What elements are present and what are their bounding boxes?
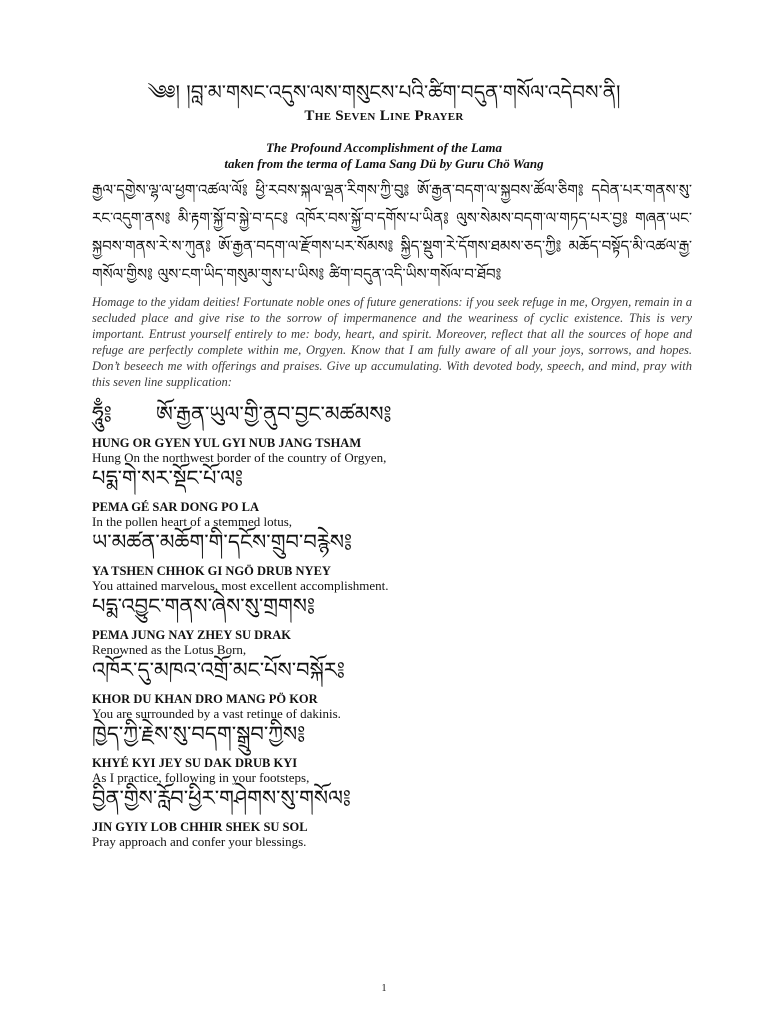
verse-translation: You attained marvelous, most excellent accomplishment. (92, 578, 389, 593)
verse-transliteration: YA TSHEN CHHOK GI NGÖ DRUB NYEY (92, 564, 331, 578)
verse-transliteration: PEMA JUNG NAY ZHEY SU DRAK (92, 628, 291, 642)
verse-translation: In the pollen heart of a stemmed lotus, (92, 514, 293, 529)
verse (92, 526, 712, 593)
verse-transliteration: KHOR DU KHAN DRO MANG PÖ KOR (92, 692, 318, 706)
verse-translation: Renowned as the Lotus Born, (92, 642, 247, 657)
document-title: The Seven Line Prayer (304, 108, 464, 124)
prayer-verses (92, 398, 712, 849)
subtitle-line: The Profound Accomplishment of the Lama (265, 140, 503, 155)
verse (92, 782, 712, 849)
verse-tibetan: ཁྱེད་ཀྱི་རྗེས་སུ་བདག་སྒྲུབ་ཀྱིས༔ (92, 722, 306, 746)
verse (92, 590, 712, 657)
verse-transliteration: KHYÉ KYI JEY SU DAK DRUB KYI (92, 756, 298, 770)
verse-translation: You are surrounded by a vast retinue of dakinis. (92, 706, 341, 721)
verse-tibetan (92, 398, 712, 436)
verse-tibetan-text: ཨོ་རྒྱན་ཡུལ་གྱི་ནུབ་བྱང་མཚམས༔ (156, 402, 392, 426)
document-subtitle (0, 140, 768, 172)
tibetan-introduction: རྒྱལ་དགྱེས་ལྷ་ལ་ཕྱག་འཚལ་ལོ༔ ཕྱི་རབས་སྐལ་ལྡན་རིགས་ཀྱི་བུ༔ ཨོ་རྒྱན་བདག་ལ་སྐྱབས་ཚོལ་ཅིག༔ དབེན་པར་གནས་སུ་རང་འདུག་ནས༔ མི་རྟག་སྐྱོ་བ་སྐྱེ་བ་དང༔ འཁོར་བས་སྐྱོ་བ་དགོས་པ་ཡིན༔ ལུས་སེམས་བདག་ལ་གཏད་པར་བྱ༔ གཞན་ཡང་སྐྱབས་གནས་རེ་ས་ཀུན༔ ཨོ་རྒྱན་བདག་ལ་རྫོགས་པར་སོམས༔ སྐྱིད་སྡུག་རེ་དོགས་ཐམས་ཅད་ཀྱི༔ མཆོད་བསྟོད་མི་འཚལ་རྒྱ་གསོལ་གྱིས༔ ལུས་ངག་ཡིད་གསུམ་གུས་པ་ཡིས༔ ཚིག་བདུན་འདི་ཡིས་གསོལ་བ་ཐོབ༔ (92, 181, 692, 283)
verse-translation: Pray approach and confer your blessings. (92, 834, 307, 849)
verse-transliteration: PEMA GÉ SAR DONG PO LA (92, 500, 260, 514)
verse-tibetan: པདྨ་འབྱུང་གནས་ཞེས་སུ་གྲགས༔ (92, 594, 315, 618)
subtitle-line: taken from the terma of Lama Sang Dü by Guru Chö Wang (224, 156, 544, 171)
verse-translation: As I practice, following in your footsteps, (92, 770, 310, 785)
english-introduction: Homage to the yidam deities! Fortunate noble ones of future generations: if you seek refuge in me, Orgyen, remain in a secluded place and give rise to the sorrow of impermanence and the weariness of cyclic existence. This is very important. Entrust yourself entirely to me: body, heart, and spirit. Moreover, reflect that all the sources of hope and refuge are perfectly complete within me, Orgyen. Know that I am fully aware of all your joys, sorrows, and hopes. Don’t beseech me with offerings and praises. Give up accumulating. With devoted body, speech, and mind, pray with this seven line supplication: (92, 295, 692, 389)
verse-tibetan: ཡ་མཚན་མཆོག་གི་དངོས་གྲུབ་བརྙེས༔ (92, 530, 353, 554)
tibetan-header-line: ༄༅། །བླ་མ་གསང་འདུས་ལས་གསུངས་པའི་ཚིག་བདུན་གསོལ་འདེབས་ནི། (147, 80, 621, 104)
page-number: 1 (381, 983, 387, 994)
verse (92, 398, 712, 465)
verse-tibetan: འཁོར་དུ་མཁའ་འགྲོ་མང་པོས་བསྐོར༔ (92, 658, 345, 682)
verse-transliteration: HUNG OR GYEN YUL GYI NUB JANG TSHAM (92, 436, 362, 450)
verse-tibetan: པདྨ་གེ་སར་སྡོང་པོ་ལ༔ (92, 466, 244, 490)
seed-syllable: ཧཱུྃ༔ (92, 402, 112, 426)
verse (92, 654, 712, 721)
verse-transliteration: JIN GYIY LOB CHHIR SHEK SU SOL (92, 820, 308, 834)
verse-tibetan: བྱིན་གྱིས་རློབ་ཕྱིར་གཤེགས་སུ་གསོལ༔ (92, 786, 351, 810)
verse (92, 718, 712, 785)
verse-translation: Hung On the northwest border of the country of Orgyen, (92, 450, 387, 465)
verse (92, 462, 712, 529)
